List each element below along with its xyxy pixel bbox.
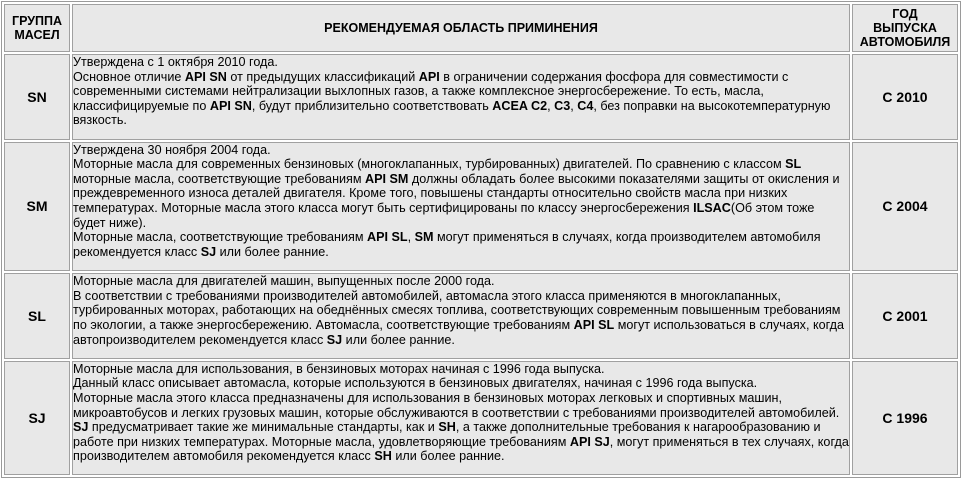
classification-code: API: [418, 69, 440, 84]
table-row: [4, 54, 958, 140]
classification-code: C3: [554, 98, 571, 113]
description-paragraph: Утверждена с 1 октября 2010 года.: [73, 55, 278, 69]
description-paragraph: Моторные масла этого класса предназначены для использования в бензиновых моторах легковых и спортивных машин, микроавтобусов и легких грузовых машин, которые обслуживаются в соответствии с требованиями производителей автомобилей. SJ предусматривает такие же минимальные стандарты, как и SH, а также дополнительные требования к нагарообразованию и работе при низких температурах. Моторные масла, удовлетворяющие требованиям API SJ, могут применяться в тех случаях, когда производителем автомобиля рекомендуется класс SH или более ранние.: [73, 390, 849, 464]
header-group: [4, 4, 70, 52]
header-year: [852, 4, 958, 52]
classification-code: SJ: [73, 420, 89, 435]
classification-code: API SJ: [569, 434, 610, 449]
oil-classification-table: [1, 1, 961, 478]
classification-code: SJ: [326, 332, 343, 347]
classification-code: ACEA C2: [492, 98, 548, 113]
year-cell: С 2004: [852, 142, 958, 271]
header-year-line1: ГОД: [892, 7, 918, 21]
header-row: [4, 4, 958, 52]
classification-code: API SL: [367, 230, 408, 245]
description-paragraph: Данный класс описывает автомасла, которые используются в бензиновых двигателях, начиная с 1996 года выпуска.: [73, 376, 758, 391]
group-cell: SL: [4, 273, 70, 359]
description-cell: [72, 361, 850, 475]
description-cell: [72, 54, 850, 140]
classification-code: API SN: [209, 98, 252, 113]
year-cell: С 2001: [852, 273, 958, 359]
description-cell: [72, 273, 850, 359]
classification-code: SJ: [200, 244, 217, 259]
group-cell: SN: [4, 54, 70, 140]
description-paragraph: В соответствии с требованиями производителей автомобилей, автомасла этого класса применяются в многоклапанных, турбированных моторах, работающих на обеднённых смесях топлива, соответствующих современным повышенным требованиям по экологии, а также энергосбережению. Автомасла, соответствующие требованиям API SL могут использоваться в случаях, когда автопроизводителем рекомендуется класс SJ или более ранние.: [73, 288, 845, 347]
description-paragraph: Основное отличие API SN от предыдущих классификаций API в ограничении содержания фосфора для совместимости с современными системами нейтрализации выхлопных газов, а также комплексное энергосбережение. То есть, масла, классифицируемые по API SN, будут приблизительно соответствовать ACEA C2, C3, C4, без поправки на высокотемпературную вязкость.: [73, 69, 831, 128]
description-cell: [72, 142, 850, 271]
description-paragraph: Моторные масла для современных бензиновых (многоклапанных, турбированных) двигателей. По сравнению с классом SL моторные масла, соответствующие требованиям API SM должны обладать более высокими показателями защиты от окисления и преждевременного износа деталей двигателя. Кроме того, повышены стандарты относительно свойств масла при низких температурах. Моторные масла этого класса могут быть сертифицированы по классу энергосбережения ILSAC(Об этом тоже будет ниже).: [73, 157, 840, 230]
classification-code: ILSAC: [693, 201, 731, 216]
year-cell: С 1996: [852, 361, 958, 475]
classification-code: SH: [438, 420, 456, 435]
description-paragraph: Моторные масла, соответствующие требованиям API SL, SM могут применяться в случаях, когда производителем автомобиля рекомендуется класс SJ или более ранние.: [73, 230, 821, 259]
classification-code: API SL: [573, 317, 615, 332]
group-cell: SJ: [4, 361, 70, 475]
header-group-line2: МАСЕЛ: [14, 28, 60, 42]
table-row: [4, 273, 958, 359]
classification-code: API SM: [365, 171, 409, 186]
description-paragraph: Моторные масла для использования, в бензиновых моторах начиная с 1996 года выпуска.: [73, 361, 605, 376]
classification-code: SH: [374, 449, 392, 464]
header-group-line1: ГРУППА: [11, 14, 63, 28]
description-paragraph: Утверждена 30 ноября 2004 года.: [73, 142, 271, 157]
classification-code: SL: [785, 157, 802, 172]
description-paragraph: Моторные масла для двигателей машин, выпущенных после 2000 года.: [73, 274, 495, 289]
group-cell: SM: [4, 142, 70, 271]
table-row: [4, 361, 958, 475]
header-year-line2: ВЫПУСКА: [873, 21, 937, 35]
classification-code: SM: [414, 230, 434, 245]
header-area: РЕКОМЕНДУЕМАЯ ОБЛАСТЬ ПРИМИНЕНИЯ: [72, 4, 850, 52]
classification-code: C4: [577, 98, 594, 113]
year-cell: С 2010: [852, 54, 958, 140]
table-row: [4, 142, 958, 271]
header-year-line3: АВТОМОБИЛЯ: [859, 35, 951, 49]
classification-code: API SN: [184, 69, 227, 84]
